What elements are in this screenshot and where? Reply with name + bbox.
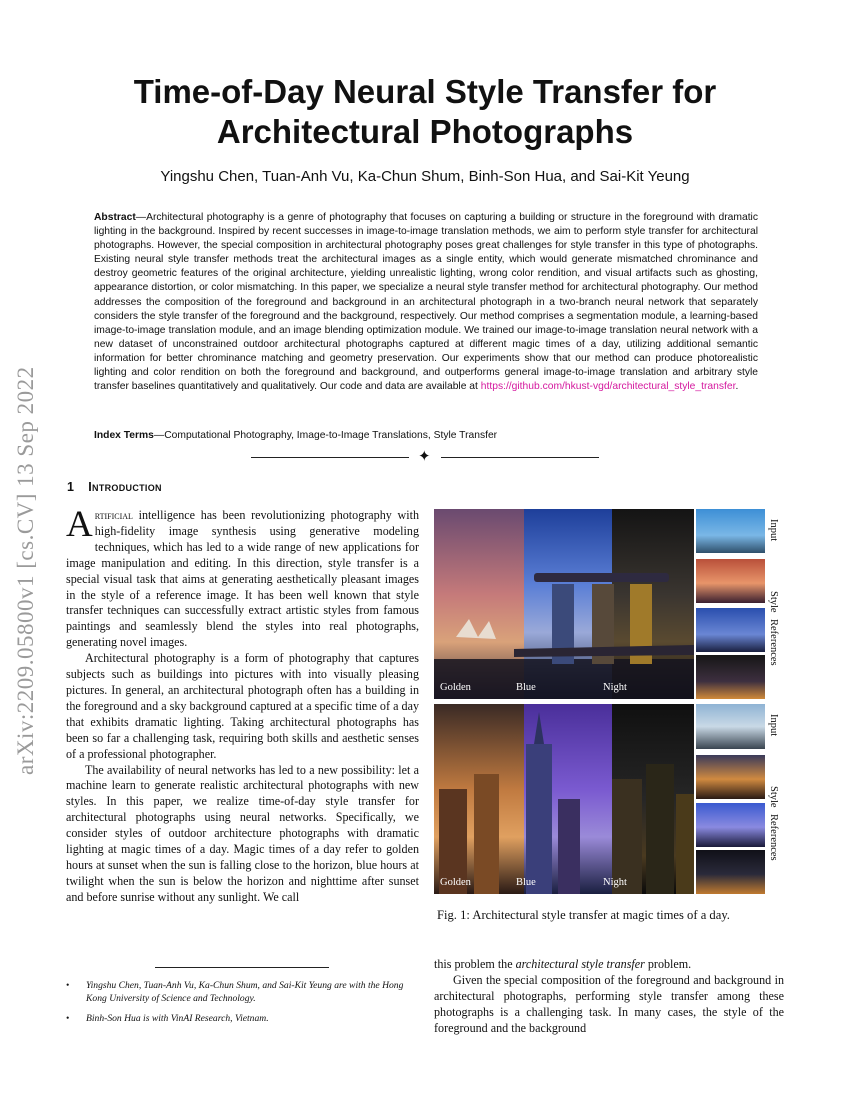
code-link[interactable]: https://github.com/hkust-vgd/architectural_style_transfer (480, 381, 736, 393)
label-golden: Golden (440, 877, 471, 888)
marina-bay-skyline (434, 509, 694, 699)
intro-paragraph-1 (66, 504, 419, 651)
index-terms-label: Index Terms (94, 430, 154, 441)
label-golden: Golden (440, 682, 471, 693)
figure-1 (434, 509, 779, 894)
footnote-item: • Yingshu Chen, Tuan-Anh Vu, Ka-Chun Shum, and Sai-Kit Yeung are with the Hong Kong University of Science and Technology. (66, 980, 419, 1005)
footnotes (66, 980, 419, 1034)
side-label-style-top: Style (768, 591, 779, 613)
side-label-references-bottom: References (768, 814, 779, 861)
right-p1-emphasis: architectural style transfer (515, 957, 645, 971)
index-terms-text: —Computational Photography, Image-to-Image Translations, Style Transfer (153, 430, 498, 441)
section-heading (67, 480, 162, 494)
label-night: Night (603, 682, 627, 693)
label-night: Night (603, 877, 627, 888)
footnote-rule (155, 967, 329, 968)
style-reference-2 (696, 608, 765, 652)
style-reference-6 (696, 850, 765, 894)
right-column (434, 957, 784, 1037)
manhattan-skyline (434, 704, 694, 894)
index-terms (94, 430, 758, 441)
side-label-input-top: Input (768, 519, 779, 542)
side-label-input-bottom: Input (768, 714, 779, 737)
intro-paragraph-2: Architectural photography is a form of photography that captures subjects such as buildings into pictures with into visually pleasing pictures. In general, an architectural photograph often has a building in the foreground and a sky background captured at a specific time of a day that exhibits dramatic lighting. Taking architectural photographs has been so far a challenging task, requiring both skills and aesthetic senses of a professional photographer. (66, 651, 419, 761)
separator-diamond-icon: ✦ (418, 449, 431, 465)
side-label-style-bottom: Style (768, 786, 779, 808)
section-number: 1 (67, 480, 75, 494)
style-reference-5 (696, 803, 765, 847)
input-thumbnail-bottom (696, 704, 765, 749)
separator-line-left (251, 457, 409, 458)
style-reference-4 (696, 755, 765, 799)
abstract (94, 211, 758, 394)
intro-p1-text: intelligence has been revolutionizing photography with high-fidelity image synthesis using generative modeling techniques, which has led to a wide range of new applications for image manipulation and editing. In this direction, style transfer is a special visual task that aims at generating aesthetically pleasant images in the style of a reference image. It has been well known that style transfer techniques can successfully extract artistic styles from famous paintings and seamlessly blend the styles into real photographs, generating novel images. (66, 508, 419, 650)
abstract-end: . (735, 381, 739, 393)
author-list: Yingshu Chen, Tuan-Anh Vu, Ka-Chun Shum, Binh-Son Hua, and Sai-Kit Yeung (160, 168, 690, 185)
footnote-item: • Binh-Son Hua is with VinAI Research, Vietnam. (66, 1013, 419, 1026)
section-title: Introduction (88, 480, 162, 494)
right-paragraph-1 (434, 957, 784, 973)
side-label-references-top: References (768, 619, 779, 666)
abstract-label: Abstract (94, 212, 136, 223)
figure-panel-top (434, 509, 694, 699)
figure-caption: Fig. 1: Architectural style transfer at magic times of a day. (437, 908, 730, 922)
right-p1-pre: this problem the (434, 957, 516, 971)
label-blue: Blue (516, 877, 536, 888)
label-blue: Blue (516, 682, 536, 693)
abstract-text: —Architectural photography is a genre of photography that focuses on capturing a building or structure in the foreground with dramatic lighting in the background. Inspired by recent successes in image-to-image translation methods, we aim to perform style transfer for architectural photographs. However, the special composition in architectural photography poses great challenges for style transfer in this type of photographs. Existing neural style transfer methods treat the architectural images as a single entity, which would generate mismatched chrominance and destroy geometric features of the original architecture, yielding unrealistic lighting, wrong color rendition, and visual artifacts such as ghosting, appearance distortion, or color mismatching. In this paper, we specialize a neural style transfer method for architectural photography. Our method addresses the composition of the foreground and background in an architectural photograph in a two-branch neural network that separately considers the style transfer of the foreground and the background, respectively. Our method comprises a segmentation module, a learning-based image-to-image translation module, and an image blending optimization module. We trained our image-to-image translation neural network with a new dataset of unconstrained outdoor architectural photographs captured at different magic times of a day, utilizing additional semantic information for better chrominance matching and geometry preservation. Our experiments show that our method can produce photorealistic lighting and color rendition on both the foreground and background, and outperforms general image-to-image translation and arbitrary style transfer baselines quantitatively and qualitatively. Our code and data are available at (94, 212, 758, 393)
style-reference-3 (696, 655, 765, 699)
intro-paragraph-3: The availability of neural networks has led to a new possibility: let a machine learn to generate realistic architectural photographs with new styles. In this paper, we realize time-of-day style transfer for architectural photographs using neural networks. Specifically, we consider styles of outdoor architecture photographs with dramatic lighting at magic times of a day. Magic times of a day refer to golden hours at sunset when the sun is falling close to the horizon, blue hours at twilight when the sun is below the horizon and nighttime after sunset and before sunrise without any sunlight. We call (66, 762, 419, 904)
separator-line-right (441, 457, 599, 458)
paper-title: Time-of-Day Neural Style Transfer for Architectural Photographs (133, 73, 717, 150)
left-column (66, 504, 419, 906)
right-p1-post: problem. (644, 957, 692, 971)
right-paragraph-2: Given the special composition of the foreground and background in architectural photographs, performing style transfer among these photographs is a challenging task. In many cases, the style of the foreground and the background (434, 972, 784, 1035)
drop-cap: A (66, 504, 93, 545)
figure-panel-bottom (434, 704, 694, 894)
input-thumbnail-top (696, 509, 765, 553)
lead-word: rtificial (94, 508, 133, 522)
style-reference-1 (696, 559, 765, 603)
arxiv-identifier: arXiv:2209.05800v1 [cs.CV] 13 Sep 2022 (13, 366, 38, 775)
